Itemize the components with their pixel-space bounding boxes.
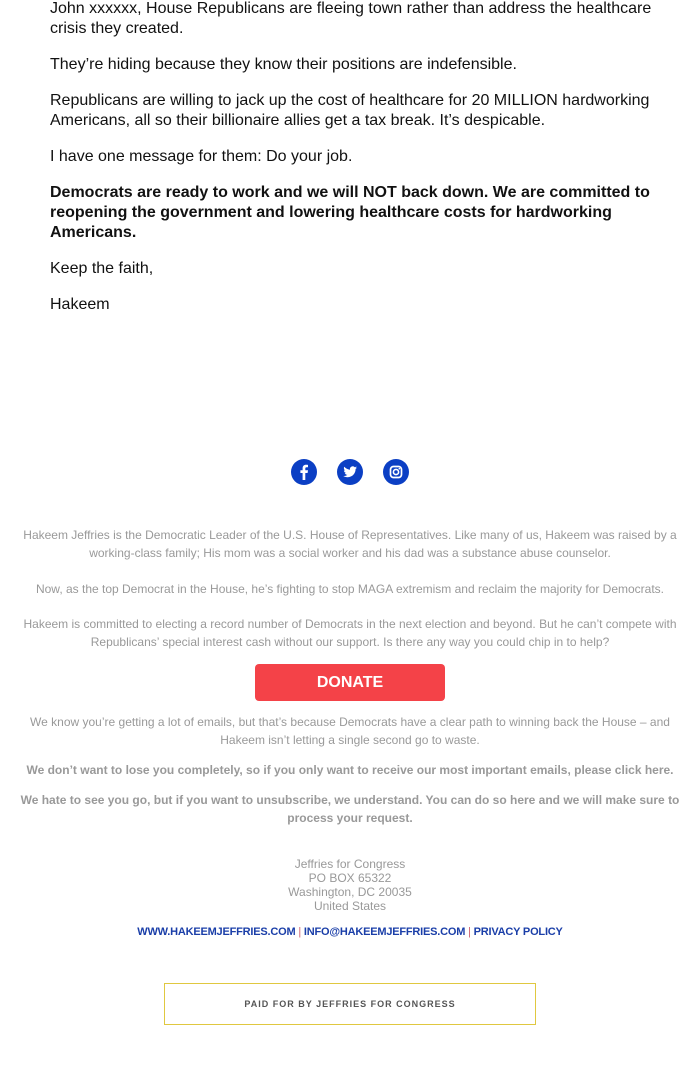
- bio-paragraph: Hakeem Jeffries is the Democratic Leader of the U.S. House of Representatives. Like many of us, Hakeem was raised by a working-class family; His mom was a social worker and his dad was a substance abuse counselor.: [23, 528, 677, 560]
- footer-links: [0, 926, 700, 938]
- website-link[interactable]: WWW.HAKEEMJEFFRIES.COM: [137, 926, 296, 938]
- social-links: [0, 459, 700, 485]
- donate-button[interactable]: DONATE: [255, 664, 445, 701]
- privacy-policy-link[interactable]: PRIVACY POLICY: [473, 926, 563, 938]
- bio-paragraph: Now, as the top Democrat in the House, he’s fighting to stop MAGA extremism and reclaim the majority for Democrats.: [35, 582, 665, 596]
- address-line: PO BOX 65322: [308, 871, 392, 885]
- signoff: Keep the faith,: [50, 260, 154, 277]
- body-paragraph: Republicans are willing to jack up the cost of healthcare for 20 MILLION hardworking Americans, all so their billionaire allies get a tax break. It’s despicable.: [50, 92, 650, 129]
- paid-for-disclaimer: PAID FOR BY JEFFRIES FOR CONGRESS: [164, 983, 536, 1025]
- bold-paragraph: Democrats are ready to work and we will NOT back down. We are committed to reopening the government and lowering healthcare costs for hardworking Americans.: [50, 184, 650, 241]
- address-line: Jeffries for Congress: [294, 857, 406, 871]
- mailing-address: [0, 857, 700, 913]
- fewer-emails-link[interactable]: We don’t want to lose you completely, so if you only want to receive our most important emails, please click here.: [26, 763, 674, 777]
- unsubscribe-link[interactable]: We hate to see you go, but if you want to unsubscribe, we understand. You can do so here and we will make sure to process your request.: [20, 793, 680, 825]
- instagram-icon[interactable]: [383, 459, 409, 485]
- address-line: Washington, DC 20035: [288, 885, 412, 899]
- body-paragraph: John xxxxxx, House Republicans are fleeing town rather than address the healthcare crisis they created.: [50, 0, 652, 37]
- body-paragraph: They’re hiding because they know their positions are indefensible.: [50, 56, 517, 73]
- separator: |: [298, 926, 301, 938]
- email-link[interactable]: INFO@HAKEEMJEFFRIES.COM: [303, 926, 466, 938]
- emails-note: We know you’re getting a lot of emails, but that’s because Democrats have a clear path to winning back the House – and Hakeem isn’t letting a single second go to waste.: [30, 715, 670, 747]
- facebook-icon[interactable]: [291, 459, 317, 485]
- bio-paragraph: Hakeem is committed to electing a record number of Democrats in the next election and beyond. But he can’t compete with Republicans’ special interest cash without our support. Is there any way you could chip in to help?: [23, 617, 677, 649]
- separator: |: [468, 926, 471, 938]
- address-line: United States: [313, 899, 387, 913]
- body-paragraph: I have one message for them: Do your job.: [50, 148, 353, 165]
- signature: Hakeem: [50, 296, 110, 313]
- twitter-icon[interactable]: [337, 459, 363, 485]
- email-body: [50, 0, 660, 331]
